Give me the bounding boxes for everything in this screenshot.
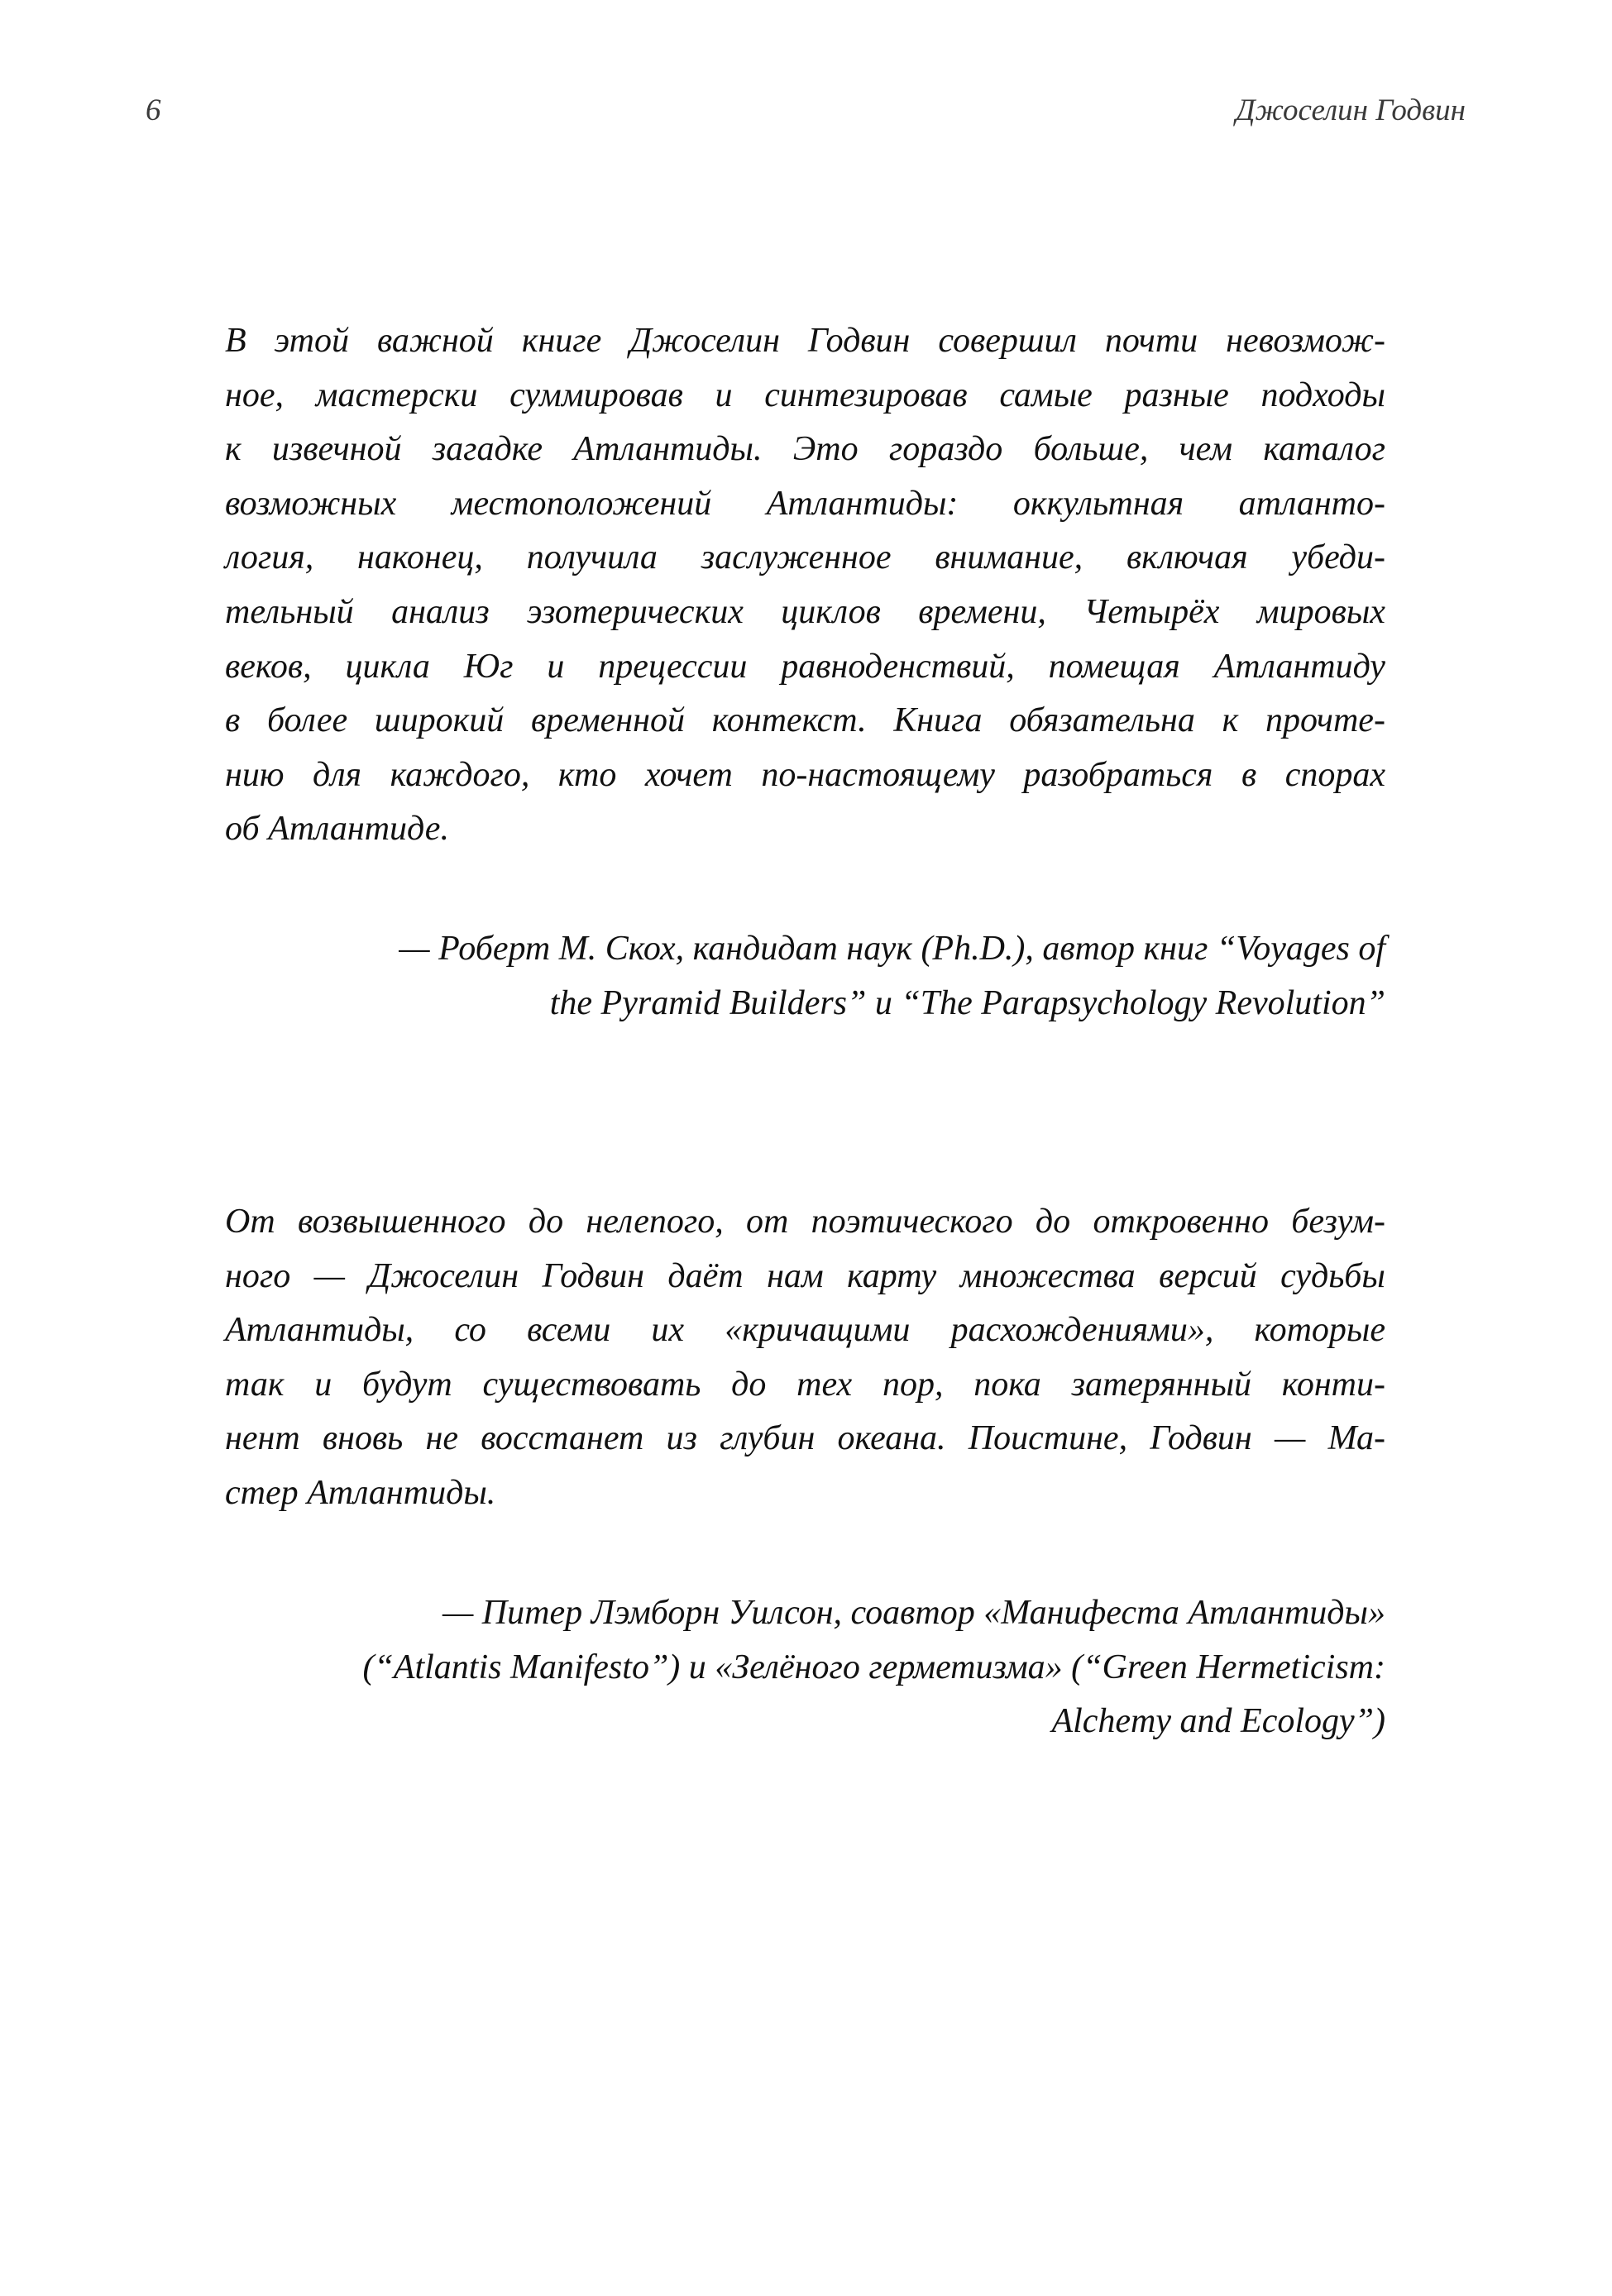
word: Ма- [1327,1419,1385,1458]
word: спорах [1284,755,1385,794]
word: в [225,701,241,740]
word: возможных [225,484,397,523]
paragraph-line [225,1411,1385,1466]
attribution-line: — Питер Лэмборн Уилсон, соавтор «Манифеста Атлантиды» [442,1594,1385,1632]
word: Джоселин [368,1256,519,1295]
word: существовать [482,1365,701,1404]
word: книге [521,322,602,360]
word: от [746,1203,789,1241]
running-title: Джоселин Годвин [1236,93,1466,127]
word: внимание, [935,538,1083,577]
word: гораздо [888,430,1003,469]
word: затерянный [1071,1365,1252,1404]
word: совершил [938,322,1077,360]
paragraph-line [225,748,1385,802]
word: и [715,375,733,414]
word: конти- [1281,1365,1385,1404]
word: помещая [1048,647,1180,686]
word: От [225,1203,275,1241]
word: цикла [345,647,430,686]
word: ное, [225,375,284,414]
page-number: 6 [146,93,161,127]
word: будут [362,1365,452,1404]
word: восстанет [481,1419,644,1458]
word: Поистине, [968,1419,1128,1458]
running-header [146,93,1466,129]
word: даёт [667,1256,744,1295]
word: расхождениями», [950,1311,1214,1350]
word: для [312,755,362,794]
word: эзотерических [527,593,744,631]
word: нию [225,755,285,794]
paragraph-line [225,476,1385,531]
word: контекст. [711,701,867,740]
word: нелепого, [586,1203,724,1241]
word: из [666,1419,697,1458]
word: океана. [837,1419,946,1458]
word: суммировав [509,375,683,414]
word: равноденствий, [781,647,1015,686]
word: получила [526,538,658,577]
word: разобраться [1023,755,1213,794]
word: Книга [893,701,983,740]
word: прецессии [598,647,748,686]
word: Атлантиды. [573,430,763,469]
word: возвышенного [297,1203,506,1241]
word: Атлантиды, [225,1311,414,1350]
paragraph-line [225,313,1385,368]
paragraph-line [225,585,1385,639]
word: Джоселин [629,322,780,360]
word: включая [1126,538,1248,577]
word: которые [1254,1311,1385,1350]
word: мировых [1256,593,1385,631]
word: и [314,1365,332,1404]
word: широкий [374,701,505,740]
word: к [225,430,242,469]
word: убеди- [1291,538,1385,577]
word: больше, [1033,430,1149,469]
word: безум- [1291,1203,1385,1241]
word: этой [274,322,349,360]
word: и [547,647,565,686]
word: множества [959,1256,1136,1295]
word: так [225,1365,285,1404]
paragraph-line [225,1249,1385,1303]
word: нент [225,1419,300,1458]
word: синтезировав [764,375,968,414]
word: к [1222,701,1239,740]
word: самые [999,375,1093,414]
word: заслуженное [701,538,892,577]
paragraph-line [225,422,1385,476]
paragraph-line [225,1357,1385,1412]
word: версий [1159,1256,1257,1295]
word: подходы [1260,375,1385,414]
word: пор, [882,1365,944,1404]
word: местоположений [451,484,712,523]
word: наконец, [357,538,483,577]
word: извечной [271,430,402,469]
word: не [425,1419,458,1458]
word: их [651,1311,685,1350]
word: хочет [644,755,733,794]
word: тех [796,1365,853,1404]
word: — [1274,1419,1306,1458]
word: тельный [225,593,354,631]
word: времени, [918,593,1046,631]
word: загадке [432,430,543,469]
word: Годвин [807,322,911,360]
word: атланто- [1238,484,1385,523]
paragraph-line [225,693,1385,748]
word: со [454,1311,486,1350]
word: Атлантиду [1213,647,1385,686]
word: временной [531,701,685,740]
word: В [225,322,246,360]
word: всеми [527,1311,611,1350]
attribution-line: (“Atlantis Manifesto”) и «Зелёного герметизма» (“Green Hermeticism: [362,1648,1385,1686]
word: — [313,1256,346,1295]
word: Юг [463,647,514,686]
paragraph-line: стер Атлантиды. [225,1474,496,1512]
attribution-line: — Роберт М. Скох, кандидат наук (Ph.D.), автор книг “Voyages of [399,930,1385,968]
word: циклов [781,593,881,631]
word: чем [1179,430,1233,469]
word: прочте- [1265,701,1385,740]
word: невозмож- [1226,322,1385,360]
word: поэтического [811,1203,1013,1241]
word: пока [973,1365,1041,1404]
word: Это [792,430,859,469]
word: более [266,701,348,740]
word: ного [225,1256,291,1295]
word: нам [767,1256,824,1295]
paragraph-line [225,639,1385,694]
word: откровенно [1093,1203,1269,1241]
paragraph-line [225,1303,1385,1357]
word: разные [1124,375,1229,414]
word: кто [557,755,617,794]
paragraph-line [225,530,1385,585]
word: обязательна [1009,701,1195,740]
word: почти [1104,322,1198,360]
word: оккультная [1012,484,1184,523]
word: каждого, [390,755,530,794]
paragraph-line [225,1194,1385,1249]
word: мастерски [315,375,478,414]
word: Годвин [1150,1419,1252,1458]
word: глубин [720,1419,816,1458]
word: в [1241,755,1257,794]
word: Атлантиды: [766,484,959,523]
paragraph-line [225,368,1385,423]
attribution-line: Alchemy and Ecology”) [1051,1702,1385,1741]
word: судьбы [1280,1256,1385,1295]
word: «кричащими [725,1311,911,1350]
word: до [1035,1203,1071,1241]
word: до [731,1365,767,1404]
word: до [528,1203,564,1241]
attribution-line: the Pyramid Builders” и “The Parapsychology Revolution” [549,983,1385,1022]
paragraph-line: об Атлантиде. [225,810,449,849]
word: карту [847,1256,937,1295]
word: веков, [225,647,312,686]
word: Четырёх [1083,593,1220,631]
word: анализ [391,593,490,631]
word: по-настоящему [761,755,995,794]
word: Годвин [542,1256,644,1295]
word: важной [376,322,494,360]
word: вновь [322,1419,404,1458]
word: каталог [1263,430,1385,469]
word: логия, [225,538,314,577]
